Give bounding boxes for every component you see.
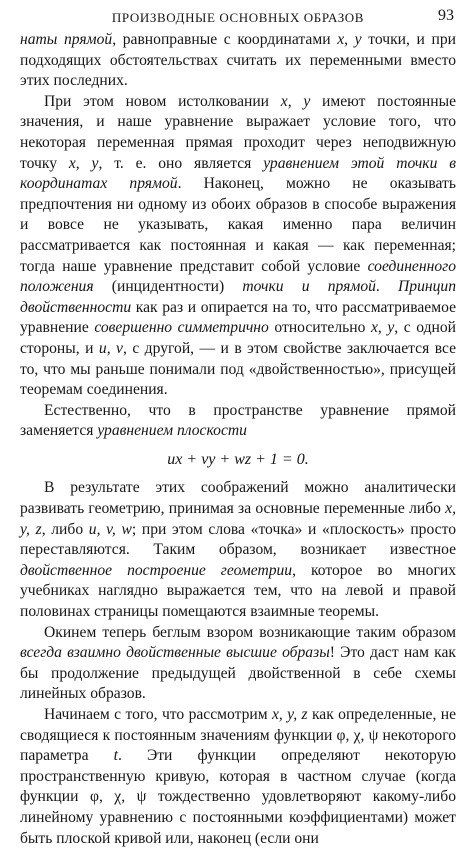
italic-text: уравнением плоскости (97, 422, 247, 440)
paragraph-4 (20, 478, 456, 622)
header-title: ПРОИЗВОДНЫЕ ОСНОВНЫХ ОБРАЗОВ (111, 10, 365, 25)
text: точки, и при подходящих обстоятельствах считать их переменными вместо этих последних. (20, 31, 457, 90)
text: . Наконец, можно не оказывать предпочтения ни одному из обоих образов в способе выражения и вовсе не указывать, какая именно пара величин рассматривается как постоянная и какая — как переменная; тогда наше уравнение представит собой условие (20, 175, 456, 275)
text: Начинаем с того, что рассмотрим (44, 706, 272, 723)
italic-text: двойственное построение геометрии (20, 561, 293, 579)
italic-text: x, y (68, 154, 99, 172)
paragraph-6 (20, 705, 456, 849)
text: Окинем теперь беглым взором возникающие таким образом (44, 623, 456, 641)
paragraph-3 (20, 401, 456, 442)
italic-text: x, y, z (271, 706, 308, 723)
paragraph-5 (20, 623, 456, 705)
italic-text: t (113, 747, 118, 765)
text: . Эти функции определяют некоторую пространственную кривую, которая в частном случае (когда функции φ, χ, ψ тождественно удовлетворяют какому-либо линейному уравнению с постоянными коэффициентами) может быть плоской кривой или, наконец (если они (20, 747, 456, 847)
paragraph-1 (20, 30, 456, 92)
italic-text: уравнением этой точки в координатах прямой (20, 154, 457, 193)
italic-text: u, v (98, 339, 123, 357)
italic-text: x, y (280, 92, 311, 110)
text: При этом новом истолковании (44, 92, 281, 110)
text: ; при этом слова «точка» и «плоскость» просто переставляются. Таким образом, возникает известное (20, 520, 456, 559)
italic-text: совершенно симметрично (94, 319, 269, 337)
running-header (20, 6, 456, 30)
paragraph-2 (20, 92, 456, 401)
italic-text: x, y (370, 319, 395, 337)
text: , т. е. оно является (98, 154, 264, 172)
text: , которое во многих учебниках наглядно выражается тем, что на левой и правой половинах страницы помещаются взаимные теоремы. (20, 561, 456, 621)
text: как определенные, не сводящиеся к постоянным значениям функции φ, χ, ψ некоторого параметра (20, 706, 456, 765)
italic-text: наты прямой (20, 31, 113, 48)
text: , равноправные с координатами (112, 31, 338, 48)
text: . (375, 278, 399, 296)
text: ! Это даст нам как бы продолжение предыдущей двойственной в себе схемы линейных образов. (20, 644, 456, 703)
text: имеют постоянные значения, и наше уравнение выражает условие того, что некоторая переменная прямая проходит через неподвижную точку (20, 92, 456, 172)
text: Естественно, что в пространстве уравнение прямой заменяется (20, 401, 456, 440)
italic-text: точки и прямой (242, 278, 376, 296)
text: , с одной стороны, и (20, 319, 457, 357)
italic-text: x, y (337, 31, 362, 48)
italic-text: всегда взаимно двойственные высшие образы (20, 644, 330, 662)
italic-text: соединенного положения (20, 257, 456, 296)
page-number: 93 (438, 7, 454, 24)
text: как раз и опирается на то, что рассматриваемое уравнение (20, 298, 456, 337)
italic-text: Принцип двойственности (20, 278, 456, 316)
text: , с другой, — и в этом свойстве заключается все то, что мы раньше понимали под «двойственностью», присущей теоремам соединения. (20, 339, 457, 399)
text: , либо (41, 520, 89, 538)
text: относительно (268, 319, 371, 337)
formula: ux + vy + wz + 1 = 0. (167, 450, 309, 468)
text: В результате этих соображений можно аналитически развивать геометрию, принимая за основные переменные либо (20, 479, 456, 518)
text: (инцидентности) (93, 278, 243, 296)
italic-text: x, y, z (20, 500, 456, 538)
italic-text: u, v, w (88, 520, 132, 538)
